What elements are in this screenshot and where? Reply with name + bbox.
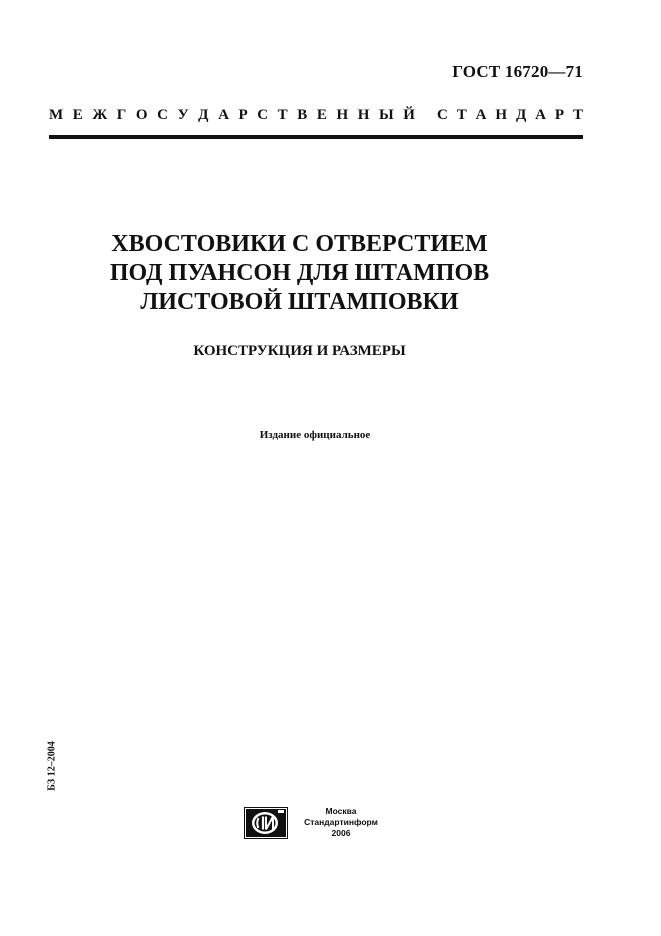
publisher-name: Стандартинформ xyxy=(304,817,378,827)
letter: В xyxy=(297,107,308,123)
title-line-2: ПОД ПУАНСОН ДЛЯ ШТАМПОВ xyxy=(109,260,490,286)
document-subtitle: КОНСТРУКЦИЯ И РАЗМЕРЫ xyxy=(193,343,406,359)
letter: С xyxy=(157,107,168,123)
letter: Е xyxy=(316,107,327,123)
letter: Ж xyxy=(92,107,108,123)
publisher-city: Москва xyxy=(325,806,357,816)
standard-type-word-1 xyxy=(49,107,415,124)
letter: Е xyxy=(72,107,83,123)
publisher-text xyxy=(296,806,386,839)
letter: Т xyxy=(456,107,467,123)
letter: Ы xyxy=(378,107,394,123)
letter: М xyxy=(49,107,64,123)
letter: Д xyxy=(198,107,209,123)
publisher-year: 2006 xyxy=(331,828,351,838)
side-code-text: БЗ 12–2004 xyxy=(46,741,58,791)
letter: А xyxy=(218,107,229,123)
gost-number: ГОСТ 16720—71 xyxy=(452,62,583,81)
publisher-block xyxy=(244,806,386,839)
letter: С xyxy=(257,107,269,123)
document-title xyxy=(0,230,599,317)
standartinform-logo-icon xyxy=(244,807,288,839)
title-line-3: ЛИСТОВОЙ ШТАМПОВКИ xyxy=(140,289,459,315)
letter: А xyxy=(475,107,487,123)
letter: Р xyxy=(554,107,565,123)
heading-divider xyxy=(49,135,583,139)
letter: Г xyxy=(116,107,127,123)
standard-type-heading xyxy=(49,107,583,124)
standard-type-word-2 xyxy=(437,107,583,124)
letter: А xyxy=(535,107,546,123)
letter: Й xyxy=(403,107,415,123)
letter: Т xyxy=(277,107,288,123)
letter: С xyxy=(437,107,448,123)
title-line-1: ХВОСТОВИКИ С ОТВЕРСТИЕМ xyxy=(111,231,488,257)
letter: Н xyxy=(495,107,508,123)
letter: Т xyxy=(572,107,583,123)
letter: Н xyxy=(357,107,370,123)
edition-label: Издание официальное xyxy=(259,429,371,441)
letter: Д xyxy=(515,107,527,123)
letter: Р xyxy=(238,107,248,123)
letter: Н xyxy=(336,107,349,123)
side-code xyxy=(45,733,59,799)
letter: У xyxy=(177,107,189,123)
letter: О xyxy=(135,107,148,123)
